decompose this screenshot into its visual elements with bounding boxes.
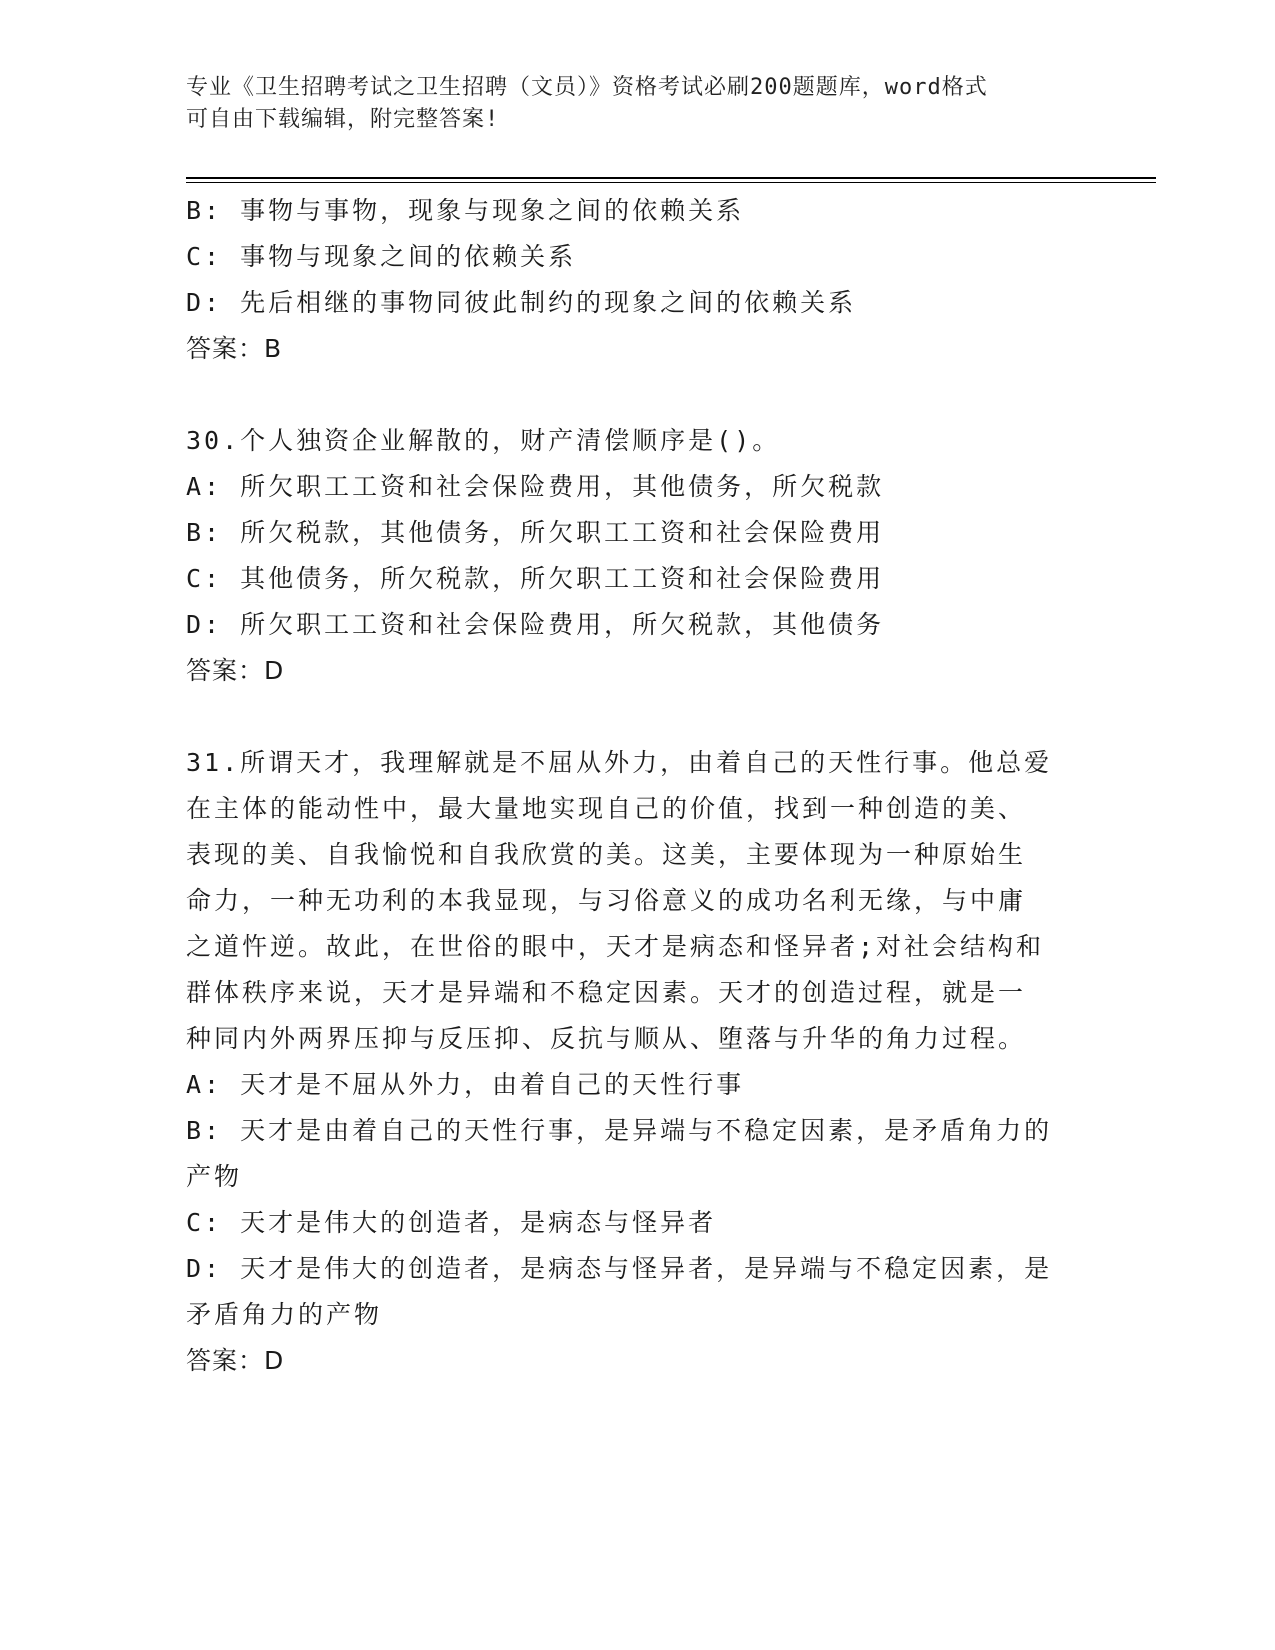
option-c: C: 天才是伟大的创造者，是病态与怪异者 — [186, 1208, 717, 1237]
option-d: D: 天才是伟大的创造者，是病态与怪异者，是异端与不稳定因素，是 — [186, 1254, 1053, 1283]
option-b: B: 事物与事物，现象与现象之间的依赖关系 — [186, 196, 745, 225]
option-b-continued: 产物 — [186, 1162, 243, 1191]
question-30 — [186, 418, 1066, 694]
option-c: C: 其他债务，所欠税款，所欠职工工资和社会保险费用 — [186, 564, 885, 593]
answer-line: 答案：D — [186, 1346, 285, 1375]
stem-line: 命力，一种无功利的本我显现，与习俗意义的成功名利无缘，与中庸 — [186, 886, 1027, 915]
stem-line: 在主体的能动性中，最大量地实现自己的价值，找到一种创造的美、 — [186, 794, 1027, 823]
header-line-1: 专业《卫生招聘考试之卫生招聘（文员）》资格考试必刷200题题库，word格式 — [186, 75, 988, 100]
option-d: D: 先后相继的事物同彼此制约的现象之间的依赖关系 — [186, 288, 857, 317]
question-stem — [186, 740, 1066, 1062]
question-31 — [186, 740, 1066, 1384]
stem-line: 群体秩序来说，天才是异端和不稳定因素。天才的创造过程，就是一 — [186, 978, 1027, 1007]
stem-line: 表现的美、自我愉悦和自我欣赏的美。这美，主要体现为一种原始生 — [186, 840, 1027, 869]
spacer — [186, 372, 1066, 418]
stem-line: 之道忤逆。故此，在世俗的眼中，天才是病态和怪异者;对社会结构和 — [186, 932, 1045, 961]
option-a: A: 所欠职工工资和社会保险费用，其他债务，所欠税款 — [186, 472, 885, 501]
answer-line: 答案：B — [186, 334, 283, 363]
option-d-continued: 矛盾角力的产物 — [186, 1300, 383, 1329]
option-a: A: 天才是不屈从外力，由着自己的天性行事 — [186, 1070, 745, 1099]
continued-question — [186, 188, 1066, 372]
document-header — [186, 72, 1086, 136]
option-d: D: 所欠职工工资和社会保险费用，所欠税款，其他债务 — [186, 610, 885, 639]
option-b: B: 所欠税款，其他债务，所欠职工工资和社会保险费用 — [186, 518, 885, 547]
option-b: B: 天才是由着自己的天性行事，是异端与不稳定因素，是矛盾角力的 — [186, 1116, 1053, 1145]
question-content — [186, 188, 1066, 1384]
stem-line: 31.所谓天才，我理解就是不屈从外力，由着自己的天性行事。他总爱 — [186, 748, 1053, 777]
answer-line: 答案：D — [186, 656, 285, 685]
header-divider-thin — [186, 182, 1156, 183]
spacer — [186, 694, 1066, 740]
option-c: C: 事物与现象之间的依赖关系 — [186, 242, 577, 271]
stem-line: 种同内外两界压抑与反压抑、反抗与顺从、堕落与升华的角力过程。 — [186, 1024, 1027, 1053]
question-stem: 30.个人独资企业解散的，财产清偿顺序是()。 — [186, 426, 781, 455]
header-divider-thick — [186, 177, 1156, 179]
header-line-2: 可自由下载编辑，附完整答案! — [186, 107, 500, 132]
